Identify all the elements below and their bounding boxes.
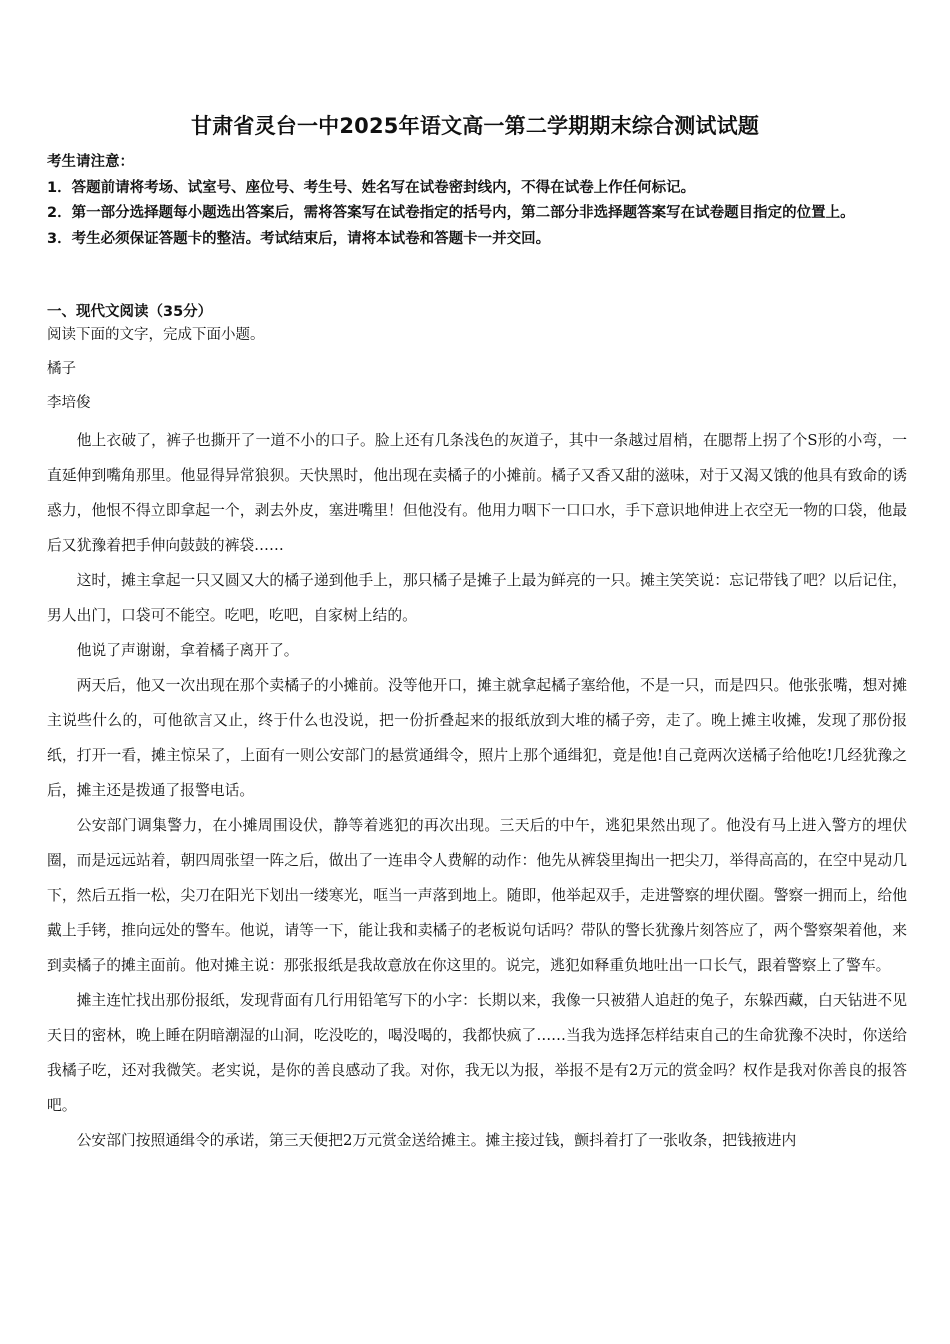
notice-item: 1．答题前请将考场、试室号、座位号、考生号、姓名写在试卷密封线内，不得在试卷上作任何标记。 xyxy=(47,179,696,196)
story-paragraph: 他上衣破了，裤子也撕开了一道不小的口子。脸上还有几条浅色的灰道子，其中一条越过眉梢，在腮帮上拐了个S形的小弯，一直延伸到嘴角那里。他显得异常狼狈。天快黑时，他出现在卖橘子的小摊前。橘子又香又甜的滋味，对于又渴又饿的他具有致命的诱惑力，他恨不得立即拿起一个，剥去外皮，塞进嘴里！但他没有。他用力咽下一口口水，手下意识地伸进上衣空无一物的口袋，他最后又犹豫着把手伸向鼓鼓的裤袋…… xyxy=(47,432,907,554)
notice-item: 2．第一部分选择题每小题选出答案后，需将答案写在试卷指定的括号内，第二部分非选择题答案写在试卷题目指定的位置上。 xyxy=(47,205,855,221)
story-paragraph: 摊主连忙找出那份报纸，发现背面有几行用铅笔写下的小字：长期以来，我像一只被猎人追赶的兔子，东躲西藏，白天钻进不见天日的密林，晚上睡在阴暗潮湿的山洞，吃没吃的，喝没喝的，我都快疯了……当我为选择怎样结束自己的生命犹豫不决时，你送给我橘子吃，还对我微笑。老实说，是你的善良感动了我。对你，我无以为报，举报不是有2万元的赏金吗？权作是我对你善良的报答吧。 xyxy=(47,992,907,1114)
section-heading: 一、现代文阅读（35分） xyxy=(47,304,213,320)
exam-notice xyxy=(47,150,907,252)
story-paragraph: 公安部门按照通缉令的承诺，第三天便把2万元赏金送给摊主。摊主接过钱，颤抖着打了一张收条，把钱掖进内 xyxy=(76,1132,797,1149)
story-title: 橘子 xyxy=(47,361,76,377)
story-paragraph: 公安部门调集警力，在小摊周围设伏，静等着逃犯的再次出现。三天后的中午，逃犯果然出现了。他没有马上进入警方的埋伏圈，而是远远站着，朝四周张望一阵之后，做出了一连串令人费解的动作：他先从裤袋里掏出一把尖刀，举得高高的，在空中晃动几下，然后五指一松，尖刀在阳光下划出一缕寒光，哐当一声落到地上。随即，他举起双手，走进警察的埋伏圈。警察一拥而上，给他戴上手铐，推向远处的警车。他说，请等一下，能让我和卖橘子的老板说句话吗？带队的警长犹豫片刻答应了，两个警察架着他，来到卖橘子的摊主面前。他对摊主说：那张报纸是我故意放在你这里的。说完，逃犯如释重负地吐出一口长气，跟着警察上了警车。 xyxy=(47,817,907,974)
story-paragraph: 他说了声谢谢，拿着橘子离开了。 xyxy=(76,642,299,659)
notice-heading: 考生请注意： xyxy=(47,154,134,170)
notice-item: 3．考生必须保证答题卡的整洁。考试结束后，请将本试卷和答题卡一并交回。 xyxy=(47,230,551,247)
reading-instruction: 阅读下面的文字，完成下面小题。 xyxy=(47,327,265,343)
document-title: 甘肃省灵台一中2025年语文高一第二学期期末综合测试试题 xyxy=(190,114,760,138)
story-paragraph: 这时，摊主拿起一只又圆又大的橘子递到他手上，那只橘子是摊子上最为鲜亮的一只。摊主笑笑说：忘记带钱了吧？以后记住，男人出门，口袋可不能空。吃吧，吃吧，自家树上结的。 xyxy=(47,572,907,624)
story-paragraph: 两天后，他又一次出现在那个卖橘子的小摊前。没等他开口，摊主就拿起橘子塞给他，不是一只，而是四只。他张张嘴，想对摊主说些什么的，可他欲言又止，终于什么也没说，把一份折叠起来的报纸放到大堆的橘子旁，走了。晚上摊主收摊，发现了那份报纸，打开一看，摊主惊呆了，上面有一则公安部门的悬赏通缉令，照片上那个通缉犯，竟是他!自己竟两次送橘子给他吃!几经犹豫之后，摊主还是拨通了报警电话。 xyxy=(47,677,907,799)
story-author: 李培俊 xyxy=(47,395,91,411)
story-body xyxy=(47,423,907,1158)
